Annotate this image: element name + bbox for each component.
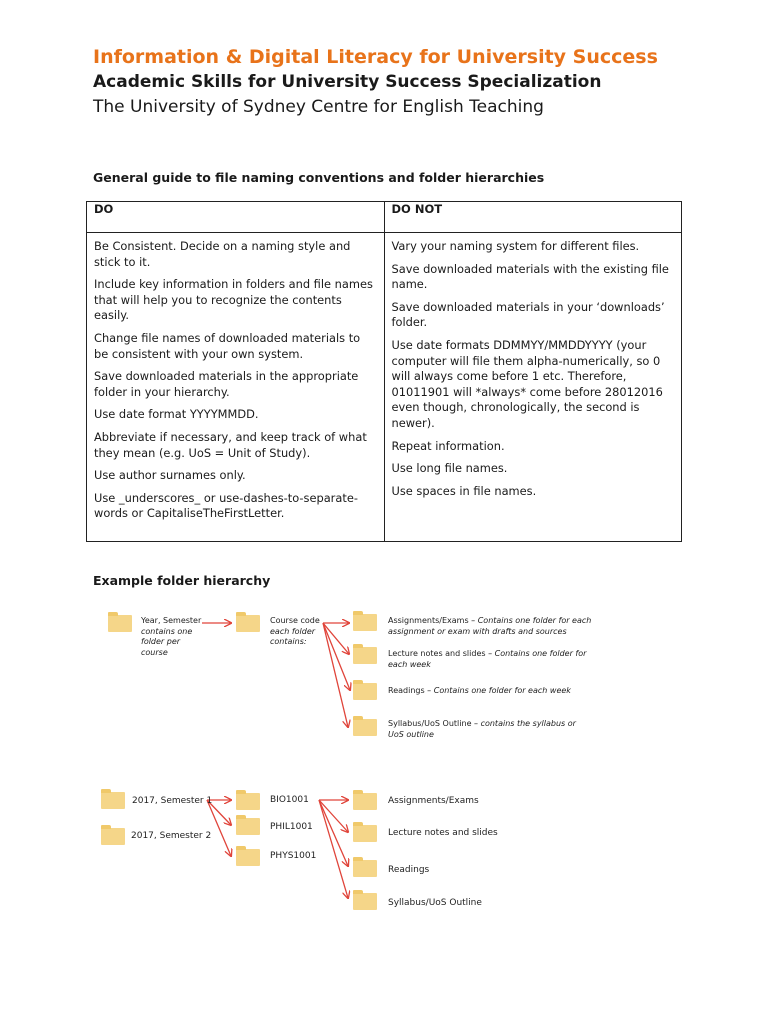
do-column-header: DO xyxy=(87,202,385,233)
folder-icon xyxy=(353,793,377,810)
arrow xyxy=(323,623,350,690)
content-label: Assignments/Exams xyxy=(388,796,479,806)
content-label: Syllabus/UoS Outline xyxy=(388,898,482,908)
document-subtitle: Academic Skills for University Success Specialization xyxy=(93,72,602,92)
course-label: PHIL1001 xyxy=(270,822,313,832)
example-heading: Example folder hierarchy xyxy=(93,573,271,588)
arrow xyxy=(319,800,348,866)
folder-icon xyxy=(101,828,125,845)
document-title: Information & Digital Literacy for University Success xyxy=(93,46,658,68)
course-label: PHYS1001 xyxy=(270,851,317,861)
donot-column-header: DO NOT xyxy=(384,202,682,233)
folder-icon xyxy=(353,683,377,700)
list-item: Change file names of downloaded materials to be consistent with your own system. xyxy=(94,330,361,361)
arrow xyxy=(319,800,348,832)
folder-icon xyxy=(353,647,377,664)
folder-icon xyxy=(353,614,377,631)
arrow xyxy=(323,623,349,654)
folder-icon xyxy=(101,792,125,809)
document-header xyxy=(93,44,658,120)
list-item: Use author surnames only. xyxy=(94,468,246,483)
list-item: Repeat information. xyxy=(391,438,505,453)
content-label: Readings xyxy=(388,865,430,875)
list-item: Use spaces in file names. xyxy=(391,483,537,498)
list-item: Use long file names. xyxy=(391,461,508,476)
semester-label: 2017, Semester 1 xyxy=(132,796,213,806)
table-header-row xyxy=(87,202,682,233)
course-label: BIO1001 xyxy=(270,795,309,805)
folder-icon xyxy=(353,719,377,736)
do-list xyxy=(87,233,385,542)
list-item: Use _underscores_ or use-dashes-to-separate-words or CapitaliseTheFirstLetter. xyxy=(94,490,358,521)
arrow xyxy=(319,800,348,898)
content-label-readings: Readings – Contains one folder for each week xyxy=(388,686,571,695)
donot-list xyxy=(384,233,682,542)
list-item: Abbreviate if necessary, and keep track of what they mean (e.g. UoS = Unit of Study). xyxy=(94,429,367,460)
list-item: Vary your naming system for different files. xyxy=(391,239,640,253)
folder-icon xyxy=(236,849,260,866)
list-item: Use date format YYYYMMDD. xyxy=(94,407,259,422)
level1-label: Year, Semester contains one folder per course xyxy=(141,616,202,657)
semester-label: 2017, Semester 2 xyxy=(131,831,212,841)
arrow xyxy=(207,800,231,856)
list-item: Be Consistent. Decide on a naming style and stick to it. xyxy=(94,239,351,269)
folder-icon xyxy=(108,615,132,632)
folder-icon xyxy=(236,615,260,632)
list-item: Include key information in folders and file names that will help you to recognize the contents easily. xyxy=(94,277,373,323)
content-label-syllabus: Syllabus/UoS Outline – contains the syllabus or UoS outline xyxy=(388,719,576,739)
arrow xyxy=(323,623,348,727)
naming-guide-table xyxy=(86,201,682,542)
content-label: Lecture notes and slides xyxy=(388,828,498,838)
folder-icon xyxy=(353,825,377,842)
list-item: Save downloaded materials with the existing file name. xyxy=(391,261,669,292)
table-row xyxy=(87,233,682,542)
document-organization: The University of Sydney Centre for English Teaching xyxy=(93,97,544,117)
list-item: Use date formats DDMMYY/MMDDYYYY (your computer will file them alpha-numerically, so 0 will always come before 1 etc. Therefore, 01011901 will *always* come before 28012016 even though, chronologically, the second is newer). xyxy=(391,337,663,430)
content-label-lecture-notes: Lecture notes and slides – Contains one folder for each week xyxy=(388,649,587,669)
folder-icon xyxy=(353,893,377,910)
list-item: Save downloaded materials in your ‘downloads’ folder. xyxy=(391,299,665,330)
folder-icon xyxy=(353,860,377,877)
folder-icon xyxy=(236,818,260,835)
folder-icon xyxy=(236,793,260,810)
level2-label: Course code each folder contains: xyxy=(270,616,320,647)
list-item: Save downloaded materials in the appropriate folder in your hierarchy. xyxy=(94,369,359,399)
content-label-assignments: Assignments/Exams – Contains one folder for each assignment or exam with drafts and sources xyxy=(388,616,592,636)
guide-heading: General guide to file naming conventions and folder hierarchies xyxy=(93,170,545,185)
